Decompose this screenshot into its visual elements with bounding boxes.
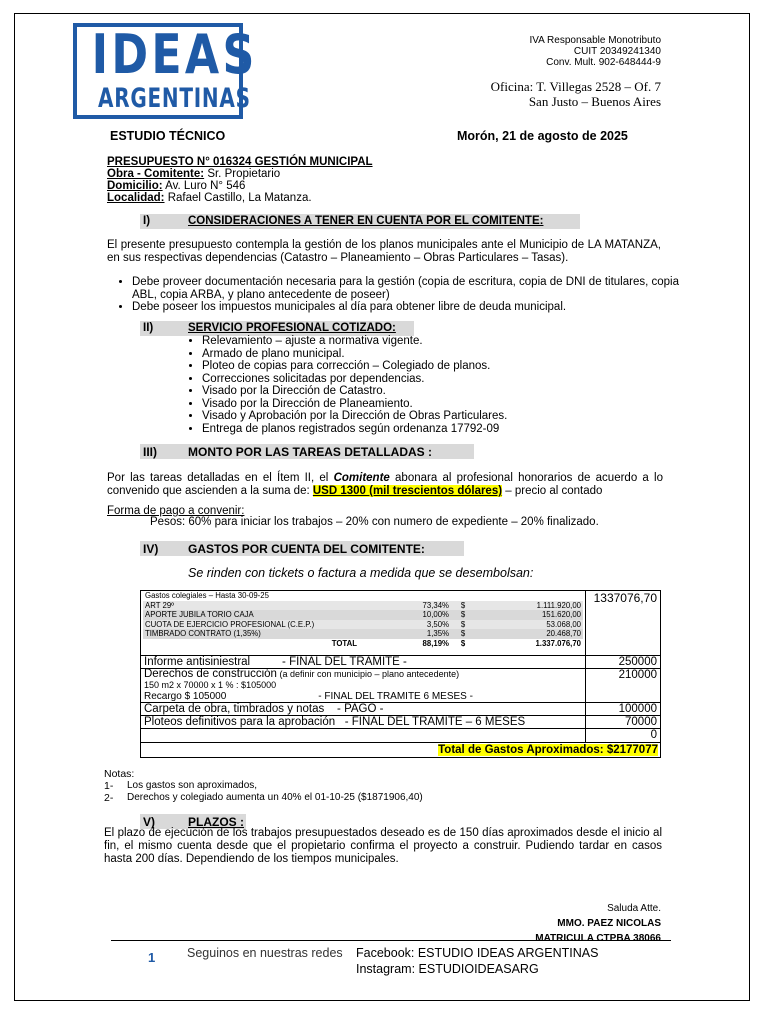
- tax-line2: CUIT 20349241340: [573, 46, 661, 57]
- payment-text: Pesos: 60% para iniciar los trabajos – 20% con numero de expediente – 20% finalizado.: [150, 516, 599, 528]
- note-1: [104, 780, 258, 792]
- table-row: [141, 656, 661, 669]
- fee-amount: USD 1300 (mil trescientos dólares): [312, 485, 503, 497]
- obra-label: Obra - Comitente:: [107, 168, 205, 180]
- budget-title: PRESUPUESTO N° 016324 GESTIÓN MUNICIPAL: [107, 156, 373, 168]
- section3-text-a: Por las tareas detalladas en el Ítem II, el: [107, 472, 334, 484]
- derechos-note: (a definir con municipio – plano antecedente): [276, 669, 460, 679]
- payment-label: Forma de pago a convenir:: [107, 505, 245, 517]
- derechos-title: Derechos de construcción: [144, 668, 277, 680]
- carpeta-value: 100000: [586, 703, 661, 716]
- footer-social-label: Seguinos en nuestras redes: [187, 946, 343, 960]
- signature-greeting: Saluda Atte.: [607, 903, 661, 914]
- note-2: [104, 792, 423, 804]
- place-date: Morón, 21 de agosto de 2025: [457, 129, 628, 143]
- table-cell: $: [460, 600, 466, 610]
- section4-title: GASTOS POR CUENTA DEL COMITENTE:: [188, 542, 425, 556]
- section3-text-c: abonara al profesional honorarios de acuerdo a lo convenido que ascienden a la suma de:: [107, 472, 663, 497]
- tax-line1: IVA Responsable Monotributo: [529, 35, 661, 46]
- footer-instagram[interactable]: Instagram: ESTUDIOIDEASARG: [356, 962, 539, 976]
- footer-divider: [111, 940, 671, 941]
- derechos-cell: [141, 669, 586, 703]
- section4-num: IV): [143, 542, 159, 556]
- table-cell: CUOTA DE EJERCICIO PROFESIONAL (C.E.P.): [145, 619, 315, 629]
- section1-title: CONSIDERACIONES A TENER EN CUENTA POR EL COMITENTE:: [188, 215, 544, 227]
- table-cell: 73,34%: [422, 600, 449, 610]
- blank-value: 0: [586, 729, 661, 743]
- table-cell: 151.620,00: [541, 610, 581, 619]
- table-cell: 1.111.920,00: [536, 600, 581, 610]
- note-1-text: Los gastos son aproximados,: [127, 780, 258, 791]
- table-row: [141, 703, 661, 716]
- domicilio-value: Av. Luro N° 546: [162, 180, 246, 192]
- obra-value: Sr. Propietario: [204, 168, 281, 180]
- table-cell: 1,35%: [426, 629, 449, 638]
- section3-paragraph: [107, 472, 663, 498]
- localidad-line: [107, 192, 312, 204]
- informe-cell: Informe antisiniestral - FINAL DEL TRAMITE -: [141, 656, 586, 669]
- section5-text: El plazo de ejecución de los trabajos presupuestados deseado es de 150 días aproximados desde el inicio al fin, el mismo cuenta desde que el propietario confirma el proyecto a construir. Pudiendo tardar en casos hasta 200 días. Dependiendo de los tiempos municipales.: [104, 827, 662, 865]
- section1-intro: El presente presupuesto contempla la gestión de los planos municipales ante el Municipio de LA MATANZA, en sus respectivas dependencias (Catastro – Planeamiento – Obras Particulares – Tasas).: [107, 239, 661, 264]
- comitente-term: Comitente: [333, 472, 390, 484]
- ploteos-cell: Ploteos definitivos para la aprobación - FINAL DEL TRAMITE – 6 MESES: [141, 716, 586, 729]
- table-row: [141, 591, 661, 656]
- expenses-table: [140, 590, 661, 758]
- list-item: • Entrega de planos registrados según ordenanza 17792-09: [202, 423, 662, 436]
- localidad-value: Rafael Castillo, La Matanza.: [164, 192, 312, 204]
- total-cell: [141, 743, 661, 758]
- localidad-label: Localidad:: [107, 192, 165, 204]
- list-item: • Visado por la Dirección de Planeamiento.: [202, 398, 662, 411]
- list-item: • Debe proveer documentación necesaria para la gestión (copia de escritura, copia de DNI de titulares, copia ABL, copia ARBA, y plano antecedente de poseer): [132, 276, 679, 301]
- section3-title: MONTO POR LAS TAREAS DETALLADAS :: [188, 445, 432, 459]
- section2-num: II): [143, 322, 154, 334]
- list-item: • Visado por la Dirección de Catastro.: [202, 385, 662, 398]
- list-item: • Relevamiento – ajuste a normativa vigente.: [202, 335, 662, 348]
- notes-label: Notas:: [104, 768, 135, 780]
- colegiales-total-cur: $: [460, 638, 466, 648]
- table-cell: 10,00%: [422, 610, 449, 619]
- ploteos-value: 70000: [586, 716, 661, 729]
- informe-value: 250000: [586, 656, 661, 669]
- office-line2: San Justo – Buenos Aires: [528, 94, 661, 109]
- table-cell: 53.068,00: [546, 619, 581, 629]
- tax-line3: Conv. Mult. 902-648444-9: [546, 57, 661, 68]
- section2-title: SERVICIO PROFESIONAL COTIZADO:: [188, 322, 396, 334]
- table-row: [141, 669, 661, 703]
- derechos-recargo: Recargo $ 105000: [144, 691, 227, 702]
- colegiales-title: Gastos colegiales – Hasta 30-09-25: [145, 591, 269, 600]
- colegiales-total-pct: 88,19%: [422, 638, 449, 648]
- section1-num: I): [143, 215, 151, 227]
- list-item: • Debe poseer los impuestos municipales al día para obtener libre de deuda municipal.: [132, 301, 679, 314]
- note-2-num: 2-: [104, 792, 114, 804]
- footer-facebook[interactable]: Facebook: ESTUDIO IDEAS ARGENTINAS: [356, 946, 599, 960]
- note-2-text: Derechos y colegiado aumenta un 40% el 01-10-25 ($1871906,40): [127, 792, 423, 803]
- table-row: [143, 591, 583, 601]
- table-row: [143, 620, 583, 630]
- table-cell: 20.468,70: [546, 629, 581, 638]
- signature-matricula: MATRICULA CTPBA 38066: [535, 933, 661, 944]
- table-row: [143, 629, 583, 639]
- signature-name: MMO. PAEZ NICOLAS: [557, 918, 661, 929]
- list-item: • Correcciones solicitadas por dependencias.: [202, 373, 662, 386]
- colegiales-value: 1337076,70: [586, 591, 661, 656]
- table-row: [141, 716, 661, 729]
- colegiales-cell: [141, 591, 586, 656]
- derechos-calc: 150 m2 x 70000 x 1 % : $105000: [144, 680, 277, 690]
- tax-info: [525, 35, 661, 68]
- page-number: 1: [148, 950, 156, 965]
- logo-line2: ARGENTINAS: [98, 83, 251, 114]
- list-item: • Ploteo de copias para corrección – Colegiado de planos.: [202, 360, 662, 373]
- blank-cell: [141, 729, 586, 743]
- logo-line1: IDEAS: [91, 23, 258, 86]
- total-expenses: Total de Gastos Aproximados: $2177077: [438, 744, 658, 756]
- derechos-final: - FINAL DEL TRAMITE 6 MESES -: [318, 691, 473, 702]
- table-cell: $: [460, 629, 466, 638]
- table-row: [141, 729, 661, 743]
- section5-title: PLAZOS :: [188, 815, 244, 829]
- table-cell: $: [460, 610, 466, 619]
- note-1-num: 1-: [104, 780, 114, 792]
- company-logo: [73, 23, 258, 119]
- list-item: • Armado de plano municipal.: [202, 348, 662, 361]
- section3-num: III): [143, 445, 157, 459]
- table-cell: APORTE JUBILA TORIO CAJA: [145, 610, 254, 619]
- section4-subtitle: Se rinden con tickets o factura a medida que se desembolsan:: [188, 566, 534, 580]
- colegiales-total-label: TOTAL: [331, 638, 357, 648]
- section2-bullets: [184, 335, 662, 435]
- table-cell: ART 29º: [145, 600, 174, 610]
- table-cell: TIMBRADO CONTRATO (1,35%): [145, 629, 261, 638]
- table-cell: 3,50%: [426, 619, 449, 629]
- section1-bullets: [114, 276, 679, 314]
- domicilio-label: Domicilio:: [107, 180, 163, 192]
- office-line1: Oficina: T. Villegas 2528 – Of. 7: [490, 79, 661, 94]
- office-address: [440, 79, 661, 109]
- derechos-value: 210000: [586, 669, 661, 703]
- list-item: • Visado y Aprobación por la Dirección de Obras Particulares.: [202, 410, 662, 423]
- carpeta-cell: Carpeta de obra, timbrados y notas - PAGO -: [141, 703, 586, 716]
- table-row: [143, 601, 583, 611]
- table-row: [143, 639, 583, 649]
- table-row: [141, 743, 661, 758]
- section5-num: V): [143, 815, 155, 829]
- obra-line: [107, 168, 280, 180]
- colegiales-total-amt: 1.337.076,70: [535, 638, 581, 648]
- table-row: [143, 610, 583, 620]
- table-cell: $: [460, 619, 466, 629]
- section3-text-d: – precio al contado: [502, 485, 603, 497]
- domicilio-line: [107, 180, 245, 192]
- colegiales-table: [143, 591, 583, 648]
- studio-label: ESTUDIO TÉCNICO: [110, 129, 226, 143]
